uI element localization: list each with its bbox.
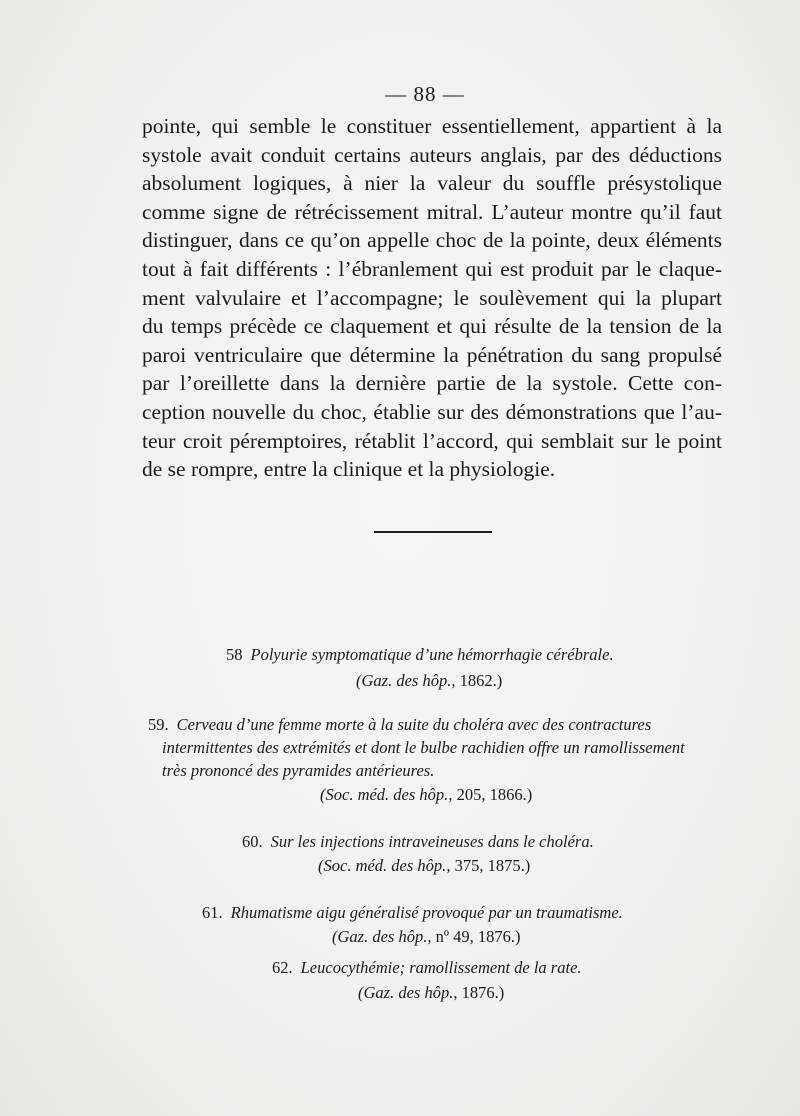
body-line: paroi ventriculaire que détermine la pénétration du sang propulsé (142, 342, 722, 367)
page-number: — 88 — (385, 82, 465, 106)
source-journal: (Gaz. des hôp. (358, 983, 454, 1002)
body-line: absolument logiques, à nier la valeur du souffle présystolique (142, 171, 722, 196)
entry-number: 58 (226, 645, 243, 664)
entry-source (318, 856, 530, 876)
entry-title: Sur les injections intraveineuses dans le choléra. (270, 832, 594, 851)
body-line: teur croit péremptoires, rétablit l’accord, qui semblait sur le point (142, 428, 722, 453)
source-journal: (Soc. méd. des hôp. (318, 856, 447, 875)
entry-number: 59. (148, 715, 169, 734)
entry-title-line (202, 903, 623, 923)
source-journal: (Gaz. des hôp. (332, 927, 428, 946)
entry-title-line (148, 715, 651, 735)
section-divider (374, 531, 492, 533)
entry-source (358, 983, 504, 1003)
entry-source (320, 785, 532, 805)
entry-title-line (272, 958, 582, 978)
entry-title: Cerveau d’une femme morte à la suite du choléra avec des contractures (176, 715, 652, 734)
entry-title: Leucocythémie; ramollissement de la rate. (300, 958, 582, 977)
entry-source (332, 927, 520, 947)
body-line: systole avait conduit certains auteurs anglais, par des déductions (142, 142, 722, 167)
entry-title-line (242, 832, 594, 852)
entry-source (356, 671, 502, 691)
entry-title: Polyurie symptomatique d’une hémorrhagie cérébrale. (250, 645, 614, 664)
body-line: ception nouvelle du choc, établie sur des démonstrations que l’au- (142, 399, 722, 424)
entry-title: Rhumatisme aigu généralisé provoqué par un traumatisme. (230, 903, 623, 922)
source-details: , 205, 1866.) (448, 785, 533, 804)
entry-title-continued: intermittentes des extrémités et dont le bulbe rachidien offre un ramollissement (162, 738, 685, 757)
source-journal: (Gaz. des hôp. (356, 671, 452, 690)
body-line: comme signe de rétrécissement mitral. L’auteur montre qu’il faut (142, 199, 722, 224)
body-line: par l’oreillette dans la dernière partie de la systole. Cette con- (142, 371, 722, 396)
entry-number: 61. (202, 903, 223, 922)
entry-title-line (162, 761, 434, 781)
entry-number: 62. (272, 958, 293, 977)
source-details: , nº 49, 1876.) (427, 927, 521, 946)
source-details: , 375, 1875.) (446, 856, 531, 875)
body-paragraph (142, 112, 722, 484)
body-line: tout à fait différents : l’ébranlement qui est produit par le claque- (142, 256, 722, 281)
entry-title-line (226, 645, 614, 665)
entry-title-continued: très prononcé des pyramides antérieures. (162, 761, 435, 780)
body-line: du temps précède ce claquement et qui résulte de la tension de la (142, 314, 722, 339)
source-details: , 1876.) (453, 983, 505, 1002)
entry-title-line (162, 738, 685, 758)
body-line: pointe, qui semble le constituer essentiellement, appartient à la (142, 114, 722, 138)
body-line: de se rompre, entre la clinique et la physiologie. (142, 457, 556, 482)
body-line: ment valvulaire et l’accompagne; le soulèvement qui la plupart (142, 285, 722, 310)
source-journal: (Soc. méd. des hôp. (320, 785, 449, 804)
source-details: , 1862.) (451, 671, 503, 690)
entry-number: 60. (242, 832, 263, 851)
body-line: distinguer, dans ce qu’on appelle choc de la pointe, deux éléments (142, 228, 722, 253)
